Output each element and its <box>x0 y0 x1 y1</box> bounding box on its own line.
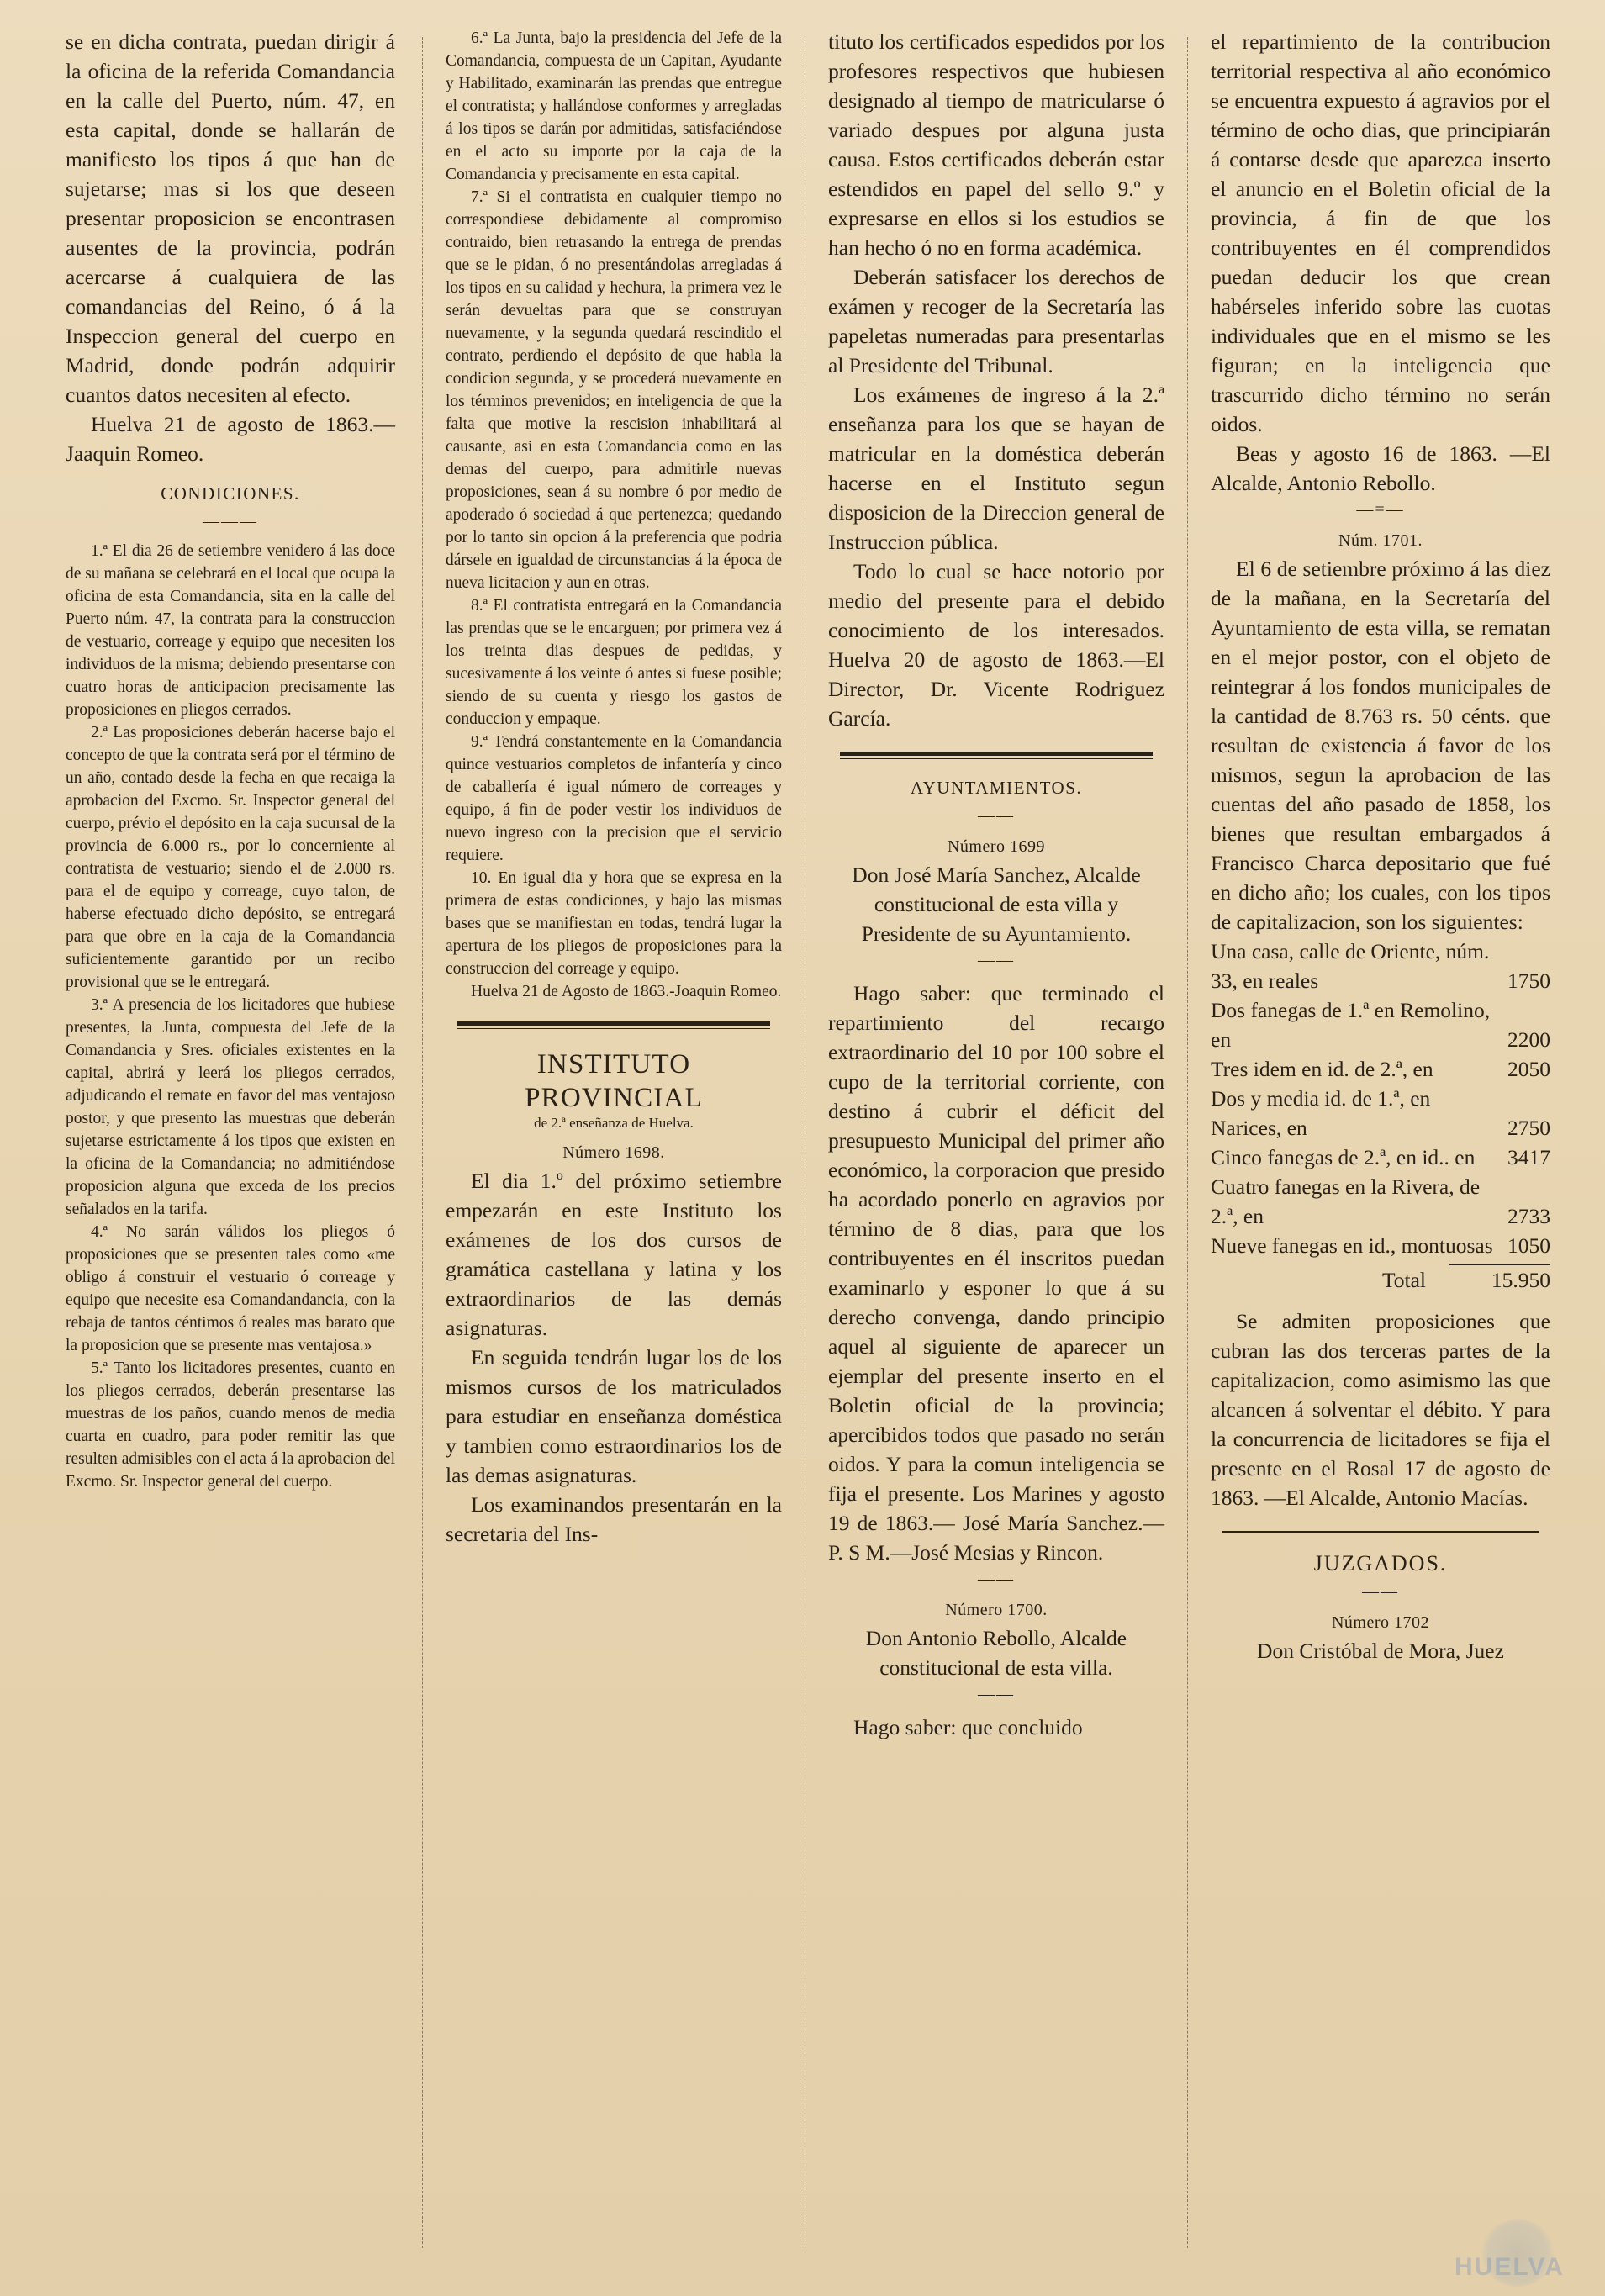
table-row: Cuatro fanegas en la Rivera, de 2.ª, en 2733 <box>1211 1174 1550 1228</box>
notice-signature: Huelva 21 de agosto de 1863.—Jaaquin Romeo. <box>66 412 395 466</box>
column-rule <box>1187 37 1188 2248</box>
instituto-paragraph-6: Todo lo cual se hace notorio por medio del presente para el debido conocimiento de los interesados. Huelva 20 de agosto de 1863.—El Director, Dr. Vicente Rodriguez García. <box>828 559 1164 731</box>
table-row: Una casa, calle de Oriente, núm. 33, en reales 1750 <box>1211 939 1550 993</box>
notice-issuer: Don Cristóbal de Mora, Juez <box>1257 1639 1504 1663</box>
notice-number: Número 1702 <box>1331 1613 1430 1632</box>
table-row: Dos y media id. de 1.ª, en Narices, en 2750 <box>1211 1086 1550 1140</box>
column-3 <box>828 27 1164 1742</box>
divider: —— <box>978 806 1015 825</box>
notice-1699-body: Hago saber: que terminado el repartimiento del recargo extraordinario del 10 por 100 sobre el cupo de la territorial corriente, con destino á cubrir el déficit del presupuesto Municipal del primer año económico, la corporacion que presido ha acordado ponerlo en agravios por término de 8 dias, para que los contribuyentes en él inscritos puedan examinarlo y esponer lo que á su derecho convenga, dando principio aquel al siguiente de aparecer un ejemplar del presente inserto en el Boletin oficial de la provincia; apercibidos todos que pasado no serán oidos. Y para la comun inteligencia se fija el presente. Los Marines y agosto 19 de 1863.— José María Sanchez.—P. S M.—José Mesias y Rincon. <box>828 981 1164 1565</box>
table-row: Nueve fanegas en id., montuosas 1050 <box>1211 1233 1550 1258</box>
section-heading-ayuntamientos: AYUNTAMIENTOS. <box>910 778 1083 798</box>
table-row: Tres idem en id. de 2.ª, en 2050 <box>1211 1057 1550 1081</box>
section-heading-condiciones: CONDICIONES. <box>161 483 300 504</box>
total-row <box>1211 1265 1550 1295</box>
divider: —— <box>978 1685 1015 1703</box>
instituto-paragraph-3: Los examinandos presentarán en la secretaria del Ins- <box>446 1492 782 1546</box>
condition-7: 7.ª Si el contratista en cualquier tiempo no correspondiese debidamente al compromiso contraido, bien retrasando la entrega de prendas que se le pidan, ó no presentándolas arregladas á los tipos en su calidad y hechura, la primera vez le serán devueltas para que se construyan nuevamente, y la segunda quedará rescindido el contrato, perdiendo el depósito de que habla la condicion segunda, y se procederá nuevamente en los términos prevenidos; en inteligencia de que la falta que motive la rescision inhabilitará al causante, asi en esta Comandancia como en las demas del cuerpo, para admitirle nuevas proposiciones, sean á su nombre ó por medio de apoderado ó sociedad á que pertenezca; quedando por lo tanto sin opcion á la preferencia que podria dársele en igualdad de circunstancias á la época de nueva licitacion y aun en otras. <box>446 188 782 592</box>
instituto-paragraph-3-cont: tituto los certificados espedidos por los profesores respectivos que hubiesen designado al tiempo de matricularse ó variado despues por alguna justa causa. Estos certificados deberán estar estendidos en papel del sello 9.º y expresarse en ellos si los estudios se han hecho ó no en forma académica. <box>828 29 1164 260</box>
condition-10: 10. En igual dia y hora que se expresa en la primera de estas condiciones, y bajo las mismas bases que se manifiestan en todas, tendrá lugar la apertura de los pliegos de proposiciones para la construccion del correage y equipo. <box>446 869 782 978</box>
notice-number: Núm. 1701. <box>1338 531 1423 550</box>
watermark-text: HUELVA <box>1455 2253 1565 2281</box>
column-rule <box>422 37 423 2248</box>
condition-5: 5.ª Tanto los licitadores presentes, cuanto en los pliegos cerrados, deberán presentarse las muestras de los paños, cuando menos de media cuarta en cuadro, para poder remitir las que resulten admisibles con el acta á la aprobacion del Excmo. Sr. Inspector general del cuerpo. <box>66 1359 395 1491</box>
property-table <box>1211 937 1550 1260</box>
section-rule <box>1222 1531 1539 1533</box>
notice-1700-body: Hago saber: que concluido <box>853 1715 1083 1739</box>
condition-2: 2.ª Las proposiciones deberán hacerse bajo el concepto de que la contrata será por el término de un año, contado desde la fecha en que recaiga la aprobacion del Excmo. Sr. Inspector general del cuerpo, prévio el depósito en la caja sucursal de la provincia de 6.000 rs., por lo concerniente al contratista de vestuario; siendo el de 2.000 rs. para el de equipo y correage, cuyo talon, de haberse efectuado dicho depósito, se entregará para que obre en la caja de la Comandancia suficientemente garantido por un recibo provisional que se le entregará. <box>66 724 396 991</box>
conditions-signature: Huelva 21 de Agosto de 1863.-Joaquin Romeo. <box>471 983 782 1000</box>
notice-1700-signature: Beas y agosto 16 de 1863. —El Alcalde, Antonio Rebollo. <box>1211 441 1550 495</box>
section-heading-instituto: INSTITUTO PROVINCIAL <box>525 1049 703 1113</box>
notice-number: Número 1699 <box>947 837 1046 856</box>
total-value: 15.950 <box>1491 1268 1550 1292</box>
condition-3: 3.ª A presencia de los licitadores que hubiese presentes, la Junta, compuesta del Jefe de la Comandancia y Sres. oficiales existentes en la capital, abrirá y leerá los pliegos cerrados, adjudicando el remate en favor del mas ventajoso postor, y que presento las muestras que deberán sujetarse estrictamente á los tipos que existen en la oficina de la Comandancia; no admitiéndose proposicion alguna que exceda de los precios señalados en la tarifa. <box>66 996 395 1218</box>
notice-1700-body-cont: el repartimiento de la contribucion territorial respectiva al año económico se encuentra expuesto á agravios por el término de ocho dias, que principiarán á contarse desde que aparezca inserto el anuncio en el Boletin oficial de la provincia, á fin de que los contribuyentes en él comprendidos puedan deducir los que crean habérseles inferido sobre las cuotas individuales que en el mismo se les figuran; en la inteligencia que trascurrido dicho término no serán oidos. <box>1211 29 1550 436</box>
notice-issuer: Don José María Sanchez, Alcalde constitucional de esta villa y Presidente de su Ayuntamiento. <box>852 863 1141 946</box>
notice-number: Número 1700. <box>945 1601 1048 1619</box>
notice-1701-body: El 6 de setiembre próximo á las diez de la mañana, en la Secretaría del Ayuntamiento de esta villa, se rematan en el mejor postor, con el objeto de reintegrar á los fondos municipales de la cantidad de 8.763 rs. 50 cénts. que resultan de existencia á favor de los mismos, segun la aprobacion de las cuentas del año pasado de 1858, los bienes que resultan embargados á Francisco Charca depositario que fué en dicho año; los cuales, con los tipos de capitalizacion, son los siguientes: <box>1211 557 1550 934</box>
section-rule <box>840 752 1153 759</box>
divider: —— <box>978 1570 1015 1588</box>
column-2 <box>446 27 782 1549</box>
section-subheading: de 2.ª enseñanza de Huelva. <box>534 1115 694 1131</box>
divider: ——— <box>203 512 258 530</box>
condition-4: 4.ª No sarán válidos los pliegos ó proposiciones que se presenten tales como «me obligo á construir el vestuario ó correage y equipo que necesite esa Comandandancia, con la rebaja de tantos céntimos ó reales mas barato que la proposicion que se presente mas ventajosa.» <box>66 1223 395 1354</box>
table-row: Cinco fanegas de 2.ª, en id.. en 3417 <box>1211 1145 1550 1169</box>
instituto-paragraph-2: En seguida tendrán lugar los de los mismos cursos de los matriculados para estudiar en enseñanza doméstica y tambien como estraordinarios los de las demas asignaturas. <box>446 1345 782 1487</box>
divider: —— <box>1362 1582 1399 1601</box>
divider: —=— <box>1356 500 1405 519</box>
table-row: Dos fanegas de 1.ª en Remolino, en 2200 <box>1211 998 1550 1052</box>
condition-6: 6.ª La Junta, bajo la presidencia del Jefe de la Comandancia, compuesta de un Capitan, Ayudante y Habilitado, examinarán las prendas que entregue el contratista; y hallándose conformes y arregladas á los tipos se darán por admitidas, satisfaciéndose en el acto su importe por la caja de la Comandancia y precisamente en esta capital. <box>446 29 782 183</box>
condition-1: 1.ª El dia 26 de setiembre venidero á las doce de su mañana se celebrará en el local que ocupa la oficina de esta Comandancia, sita en la calle del Puerto núm. 47, la contrata para la construccion de vestuario, correage y equipo que necesiten los individuos de la misma; debiendo presentarse con cuatro horas de anticipacion precisamente las proposiciones en pliegos cerrados. <box>66 542 395 719</box>
notice-1701-closing: Se admiten proposiciones que cubran las dos terceras partes de la capitalizacion, como asimismo las que alcancen á solventar el débito. Y para la concurrencia de licitadores se fija el presente en el Rosal 17 de agosto de 1863. —El Alcalde, Antonio Macías. <box>1211 1309 1550 1510</box>
notice-intro: se en dicha contrata, puedan dirigir á la oficina de la referida Comandancia en la calle del Puerto, núm. 47, en esta capital, donde se hallarán de manifiesto los tipos á que han de sujetarse; mas si los que deseen presentar proposicion se encontrasen ausentes de la provincia, podrán acercarse á cualquiera de las comandancias del Reino, ó á la Inspeccion general del cuerpo en Madrid, donde podrán adquirir cuantos datos necesiten al efecto. <box>66 29 395 407</box>
instituto-paragraph-4: Deberán satisfacer los derechos de exámen y recoger de la Secretaría las papeletas numeradas para presentarlas al Presidente del Tribunal. <box>828 265 1164 377</box>
total-label: Total <box>1381 1268 1426 1292</box>
instituto-paragraph-5: Los exámenes de ingreso á la 2.ª enseñanza para los que se hayan de matricular en la doméstica deberán hacerse en el Instituto segun disposicion de la Direccion general de Instruccion pública. <box>828 383 1164 554</box>
section-rule <box>457 1021 770 1029</box>
divider: —— <box>978 951 1015 969</box>
condition-9: 9.ª Tendrá constantemente en la Comandancia quince vestuarios completos de infantería y cinco de caballería é igual número de correages y equipo, á fin de poder vestir los individuos de nuevo ingreso con la precision que el servicio requiere. <box>446 733 782 864</box>
column-4 <box>1211 27 1550 1665</box>
instituto-paragraph-1: El dia 1.º del próximo setiembre empezarán en este Instituto los exámenes de los dos cursos de gramática castellana y latina y los extraordinarios de las demás asignaturas. <box>446 1169 782 1340</box>
condition-8: 8.ª El contratista entregará en la Comandancia las prendas que se le encarguen; por primera vez á los treinta dias despues de pedidas, y sucesivamente á los veinte ó antes si fuese posible; siendo de su cuenta y riesgo los gastos de conduccion y empaque. <box>446 597 782 728</box>
notice-number: Número 1698. <box>562 1143 665 1162</box>
column-1 <box>66 27 395 1493</box>
section-heading-juzgados: JUZGADOS. <box>1313 1551 1448 1576</box>
notice-issuer: Don Antonio Rebollo, Alcalde constitucional de esta villa. <box>865 1626 1127 1680</box>
